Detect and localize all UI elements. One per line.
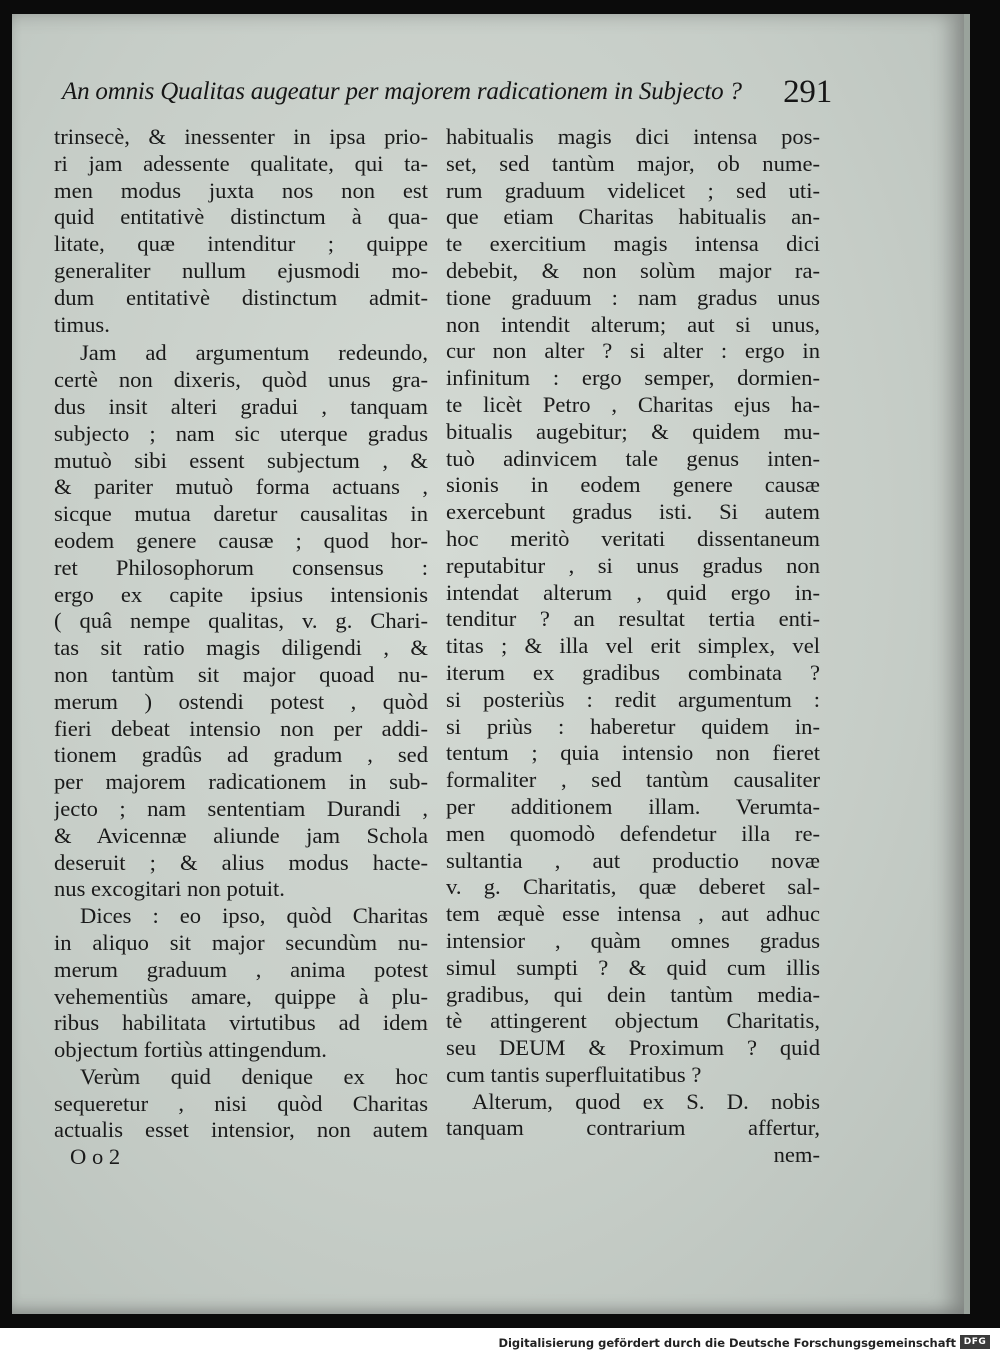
text-line: te licèt Petro , Charitas ejus ha- [446, 391, 820, 417]
text-line: jecto ; nam sententiam Durandi , [54, 795, 428, 821]
text-line: quid entitativè distinctum à qua- [54, 204, 428, 230]
funding-note: Digitalisierung gefördert durch die Deutsche Forschungsgemeinschaft [498, 1336, 956, 1350]
text-line: tuò adinvicem tale genus inten- [446, 445, 820, 471]
text-line: tem æquè esse intensa , aut adhuc [446, 901, 820, 927]
text-line: tas sit ratio magis diligendi , & [54, 635, 428, 661]
text-line: & Avicennæ aliunde jam Schola [54, 822, 428, 848]
text-line: non intendit alterum; aut si unus, [446, 311, 820, 337]
text-line: sionis in eodem genere causæ [446, 472, 820, 498]
text-line: rum graduum videlicet ; sed uti- [446, 177, 820, 203]
text-line: Jam ad argumentum redeundo, [80, 340, 428, 366]
text-line: dus insit alteri gradui , tanquam [54, 393, 428, 419]
catchword: nem- [773, 1142, 820, 1168]
right-column [446, 124, 820, 1169]
text-line: intendat alterum , quid ergo in- [446, 579, 820, 605]
text-line: tè attingerent objectum Charitatis, [446, 1008, 820, 1034]
text-line: infinitum : ergo semper, dormien- [446, 365, 820, 391]
text-line: mutuò sibi essent subjectum , & [54, 447, 428, 473]
text-line: cur non alter ? si alter : ergo in [446, 338, 820, 364]
text-line: sequeretur , nisi quòd Charitas [54, 1090, 428, 1116]
text-line: per additionem illam. Verumta- [446, 793, 820, 819]
text-line: fieri debeat intensio non per addi- [54, 715, 428, 741]
text-line: iterum ex gradibus combinata ? [446, 659, 820, 685]
text-line: tione graduum : nam gradus unus [446, 284, 820, 310]
text-line: Dices : eo ipso, quòd Charitas [80, 903, 428, 929]
text-line: te exercitium magis intensa dici [446, 231, 820, 257]
text-line: Alterum, quod ex S. D. nobis [472, 1088, 820, 1114]
text-line: formaliter , sed tantùm causaliter [446, 767, 820, 793]
text-line: sicque mutua daretur causalitas in [54, 501, 428, 527]
paragraph [54, 903, 428, 1064]
text-line: exercebunt gradus isti. Si autem [446, 499, 820, 525]
text-line: eodem genere causæ ; quod hor- [54, 527, 428, 553]
text-line: vehementiùs amare, quippe à plu- [54, 983, 428, 1009]
paragraph [54, 340, 428, 903]
text-line: titas ; & illa vel erit simplex, vel [446, 633, 820, 659]
text-line: set, sed tantùm major, ob nume- [446, 150, 820, 176]
text-line: trinsecè, & inessenter in ipsa prio- [54, 124, 428, 149]
text-line: men quomodò defendetur illa re- [446, 820, 820, 846]
paragraph [54, 124, 428, 338]
text-line: si priùs : haberetur quidem in- [446, 713, 820, 739]
text-line: merum ) ostendi potest , quòd [54, 688, 428, 714]
page-number: 291 [783, 74, 832, 110]
text-line: timus. [54, 311, 110, 337]
text-line: dum entitativè distinctum admit- [54, 284, 428, 310]
dfg-logo: DFG [960, 1335, 990, 1349]
text-line: tentum ; quia intensio non fieret [446, 740, 820, 766]
text-line: ribus habilitata virtutibus ad idem [54, 1010, 428, 1036]
text-line: debebit, & non solùm major ra- [446, 257, 820, 283]
paragraph [446, 1089, 820, 1143]
text-line: reputabitur , si unus gradus non [446, 552, 820, 578]
catchword-line [446, 1142, 820, 1169]
text-line: habitualis magis dici intensa pos- [446, 124, 820, 149]
text-line: subjecto ; nam sic uterque gradus [54, 420, 428, 446]
text-line: tionem gradûs ad gradum , sed [54, 742, 428, 768]
text-line: actualis esset intensior, non autem [54, 1117, 428, 1143]
text-line: merum graduum , anima potest [54, 956, 428, 982]
text-line: seu DEUM & Proximum ? quid [446, 1035, 820, 1061]
text-line: gradibus, qui dein tantùm media- [446, 981, 820, 1007]
text-line: v. g. Charitatis, quæ deberet sal- [446, 874, 820, 900]
text-line: nus excogitari non potuit. [54, 876, 285, 902]
text-line: tenditur ? an resultat tertia enti- [446, 606, 820, 632]
text-line: Verùm quid denique ex hoc [80, 1063, 428, 1089]
signature-line [54, 1144, 428, 1171]
text-line: simul sumpti ? & quid cum illis [446, 954, 820, 980]
paragraph [54, 1064, 428, 1144]
text-line: men modus juxta nos non est [54, 177, 428, 203]
text-line: non tantùm sit major quoad nu- [54, 661, 428, 687]
text-line: litate, quæ intenditur ; quippe [54, 231, 428, 257]
text-line: que etiam Charitas habitualis an- [446, 204, 820, 230]
text-line: ( quâ nempe qualitas, v. g. Chari- [54, 608, 428, 634]
text-line: si posteriùs : redit argumentum : [446, 686, 820, 712]
signature-mark: O o 2 [70, 1144, 121, 1170]
text-line: bitualis augebitur; & quidem mu- [446, 418, 820, 444]
text-line: ri jam adessente qualitate, qui ta- [54, 150, 428, 176]
paragraph [446, 124, 820, 1089]
text-line: sultantia , aut productio novæ [446, 847, 820, 873]
text-line: & pariter mutuò forma actuans , [54, 474, 428, 500]
text-line: objectum fortiùs attingendum. [54, 1037, 327, 1063]
text-line: generaliter nullum ejusmodi mo- [54, 257, 428, 283]
text-line: certè non dixeris, quòd unus gra- [54, 367, 428, 393]
text-line: ret Philosophorum consensus : [54, 554, 428, 580]
text-line: deseruit ; & alius modus hacte- [54, 849, 428, 875]
text-line: intensior , quàm omnes gradus [446, 927, 820, 953]
text-line: cum tantis superfluitatibus ? [446, 1061, 702, 1087]
running-title: An omnis Qualitas augeatur per majorem radicationem in Subjecto ? [62, 78, 742, 105]
text-line: ergo ex capite ipsius intensionis [54, 581, 428, 607]
text-line: per majorem radicationem in sub- [54, 769, 428, 795]
text-line: in aliquo sit major secundùm nu- [54, 929, 428, 955]
text-line: hoc meritò veritati dissentaneum [446, 525, 820, 551]
text-line: tanquam contrarium affertur, [446, 1115, 820, 1141]
running-header [62, 74, 832, 122]
left-column [54, 124, 428, 1171]
